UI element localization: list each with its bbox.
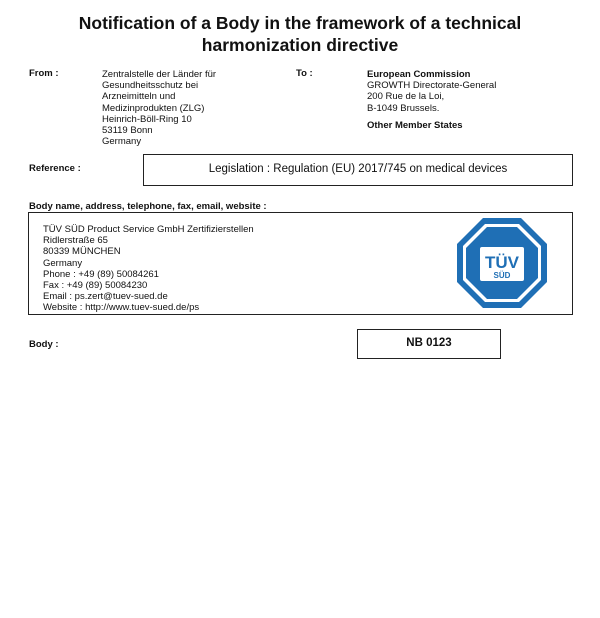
body-label: Body : [29,339,59,350]
from-line: Gesundheitsschutz bei [102,80,199,92]
body-number-box [357,329,501,359]
reference-label: Reference : [29,163,81,174]
document-title [40,12,560,56]
from-line: Zentralstelle der Länder für [102,69,217,80]
body-info-line: Fax : +49 (89) 50084230 [43,280,148,292]
title-line-1: Notification of a Body in the framework of a technical [78,13,522,33]
title-line-2: harmonization directive [201,35,399,55]
from-line: Germany [102,136,142,148]
body-info-heading: Body name, address, telephone, fax, email, website : [29,201,267,212]
from-line: Medizinprodukten (ZLG) [102,102,205,114]
from-address [102,69,216,147]
logo-text-sud: SÜD [493,271,511,280]
to-line: 200 Rue de la Loi, [367,91,445,103]
from-line: 53119 Bonn [102,125,153,137]
from-line: Arzneimitteln und [102,91,176,103]
from-line: Heinrich-Böll-Ring 10 [102,113,192,125]
to-organization: European Commission [367,69,471,80]
to-label: To : [296,68,313,79]
logo-text-tuv: TÜV [485,253,519,272]
reference-box [143,154,573,186]
tuv-sud-logo [456,217,548,309]
reference-value: Legislation : Regulation (EU) 2017/745 on medical devices [208,163,508,175]
to-line: B-1049 Brussels. [367,102,440,114]
body-number-value: NB 0123 [406,337,452,349]
body-info-line: Email : ps.zert@tuev-sued.de [43,291,168,303]
to-line: GROWTH Directorate-General [367,80,497,92]
body-info-line: Website : http://www.tuev-sued.de/ps [43,302,200,314]
other-member-states: Other Member States [367,119,463,131]
body-info-line: Phone : +49 (89) 50084261 [43,268,159,280]
body-info-line: TÜV SÜD Product Service GmbH Zertifizierstellen [43,224,254,235]
body-info-line: 80339 MÜNCHEN [43,246,121,258]
to-address [367,69,496,131]
body-info-line: Ridlerstraße 65 [43,235,108,247]
body-info-address [43,224,254,314]
from-label: From : [29,68,59,79]
body-info-line: Germany [43,257,83,269]
